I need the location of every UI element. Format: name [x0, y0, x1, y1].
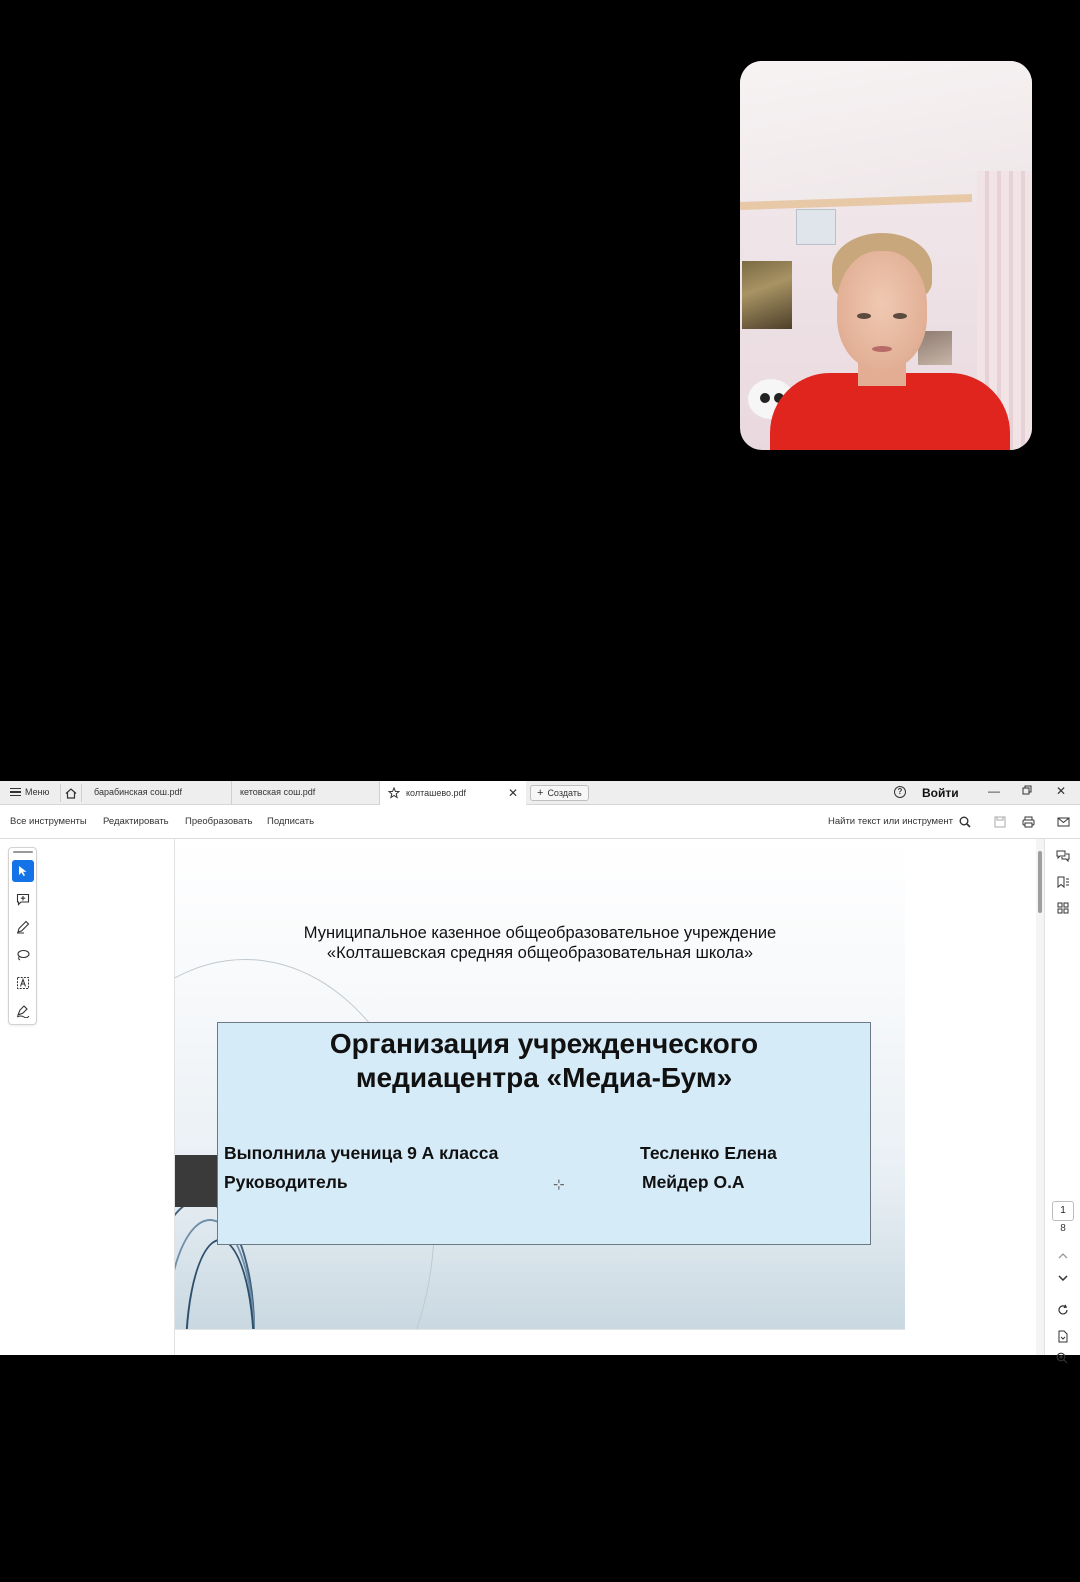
home-button[interactable] [60, 784, 82, 802]
hamburger-icon [10, 788, 21, 796]
text-box-icon [16, 976, 30, 990]
page-title [218, 1027, 870, 1095]
comment-tool[interactable] [12, 888, 34, 910]
title-line: Организация учрежденческого [329, 1028, 759, 1059]
page-number-field[interactable]: 1 [1052, 1201, 1074, 1221]
institution-line: «Колташевская средняя общеобразовательная школа» [326, 944, 754, 962]
highlight-tool[interactable] [12, 916, 34, 938]
supervisor-label: Руководитель [224, 1172, 348, 1192]
cursor-arrow-icon [18, 865, 28, 877]
title-line: медиацентра «Медиа-Бум» [355, 1062, 733, 1093]
find-text-field[interactable]: Найти текст или инструмент [828, 816, 953, 827]
create-button[interactable] [530, 785, 589, 801]
tab-label: колташево.pdf [406, 788, 467, 798]
pdf-viewer-window [0, 781, 1080, 1355]
restore-icon[interactable] [1022, 784, 1032, 798]
window-close-icon[interactable]: ✕ [1056, 784, 1067, 798]
pen-icon [16, 920, 30, 934]
chevron-up-icon[interactable] [1054, 1247, 1072, 1265]
webcam-mouth [872, 346, 892, 352]
print-icon[interactable] [1020, 814, 1036, 830]
document-view[interactable] [174, 839, 1036, 1355]
sign-button[interactable]: Подписать [267, 816, 315, 827]
save-icon[interactable] [992, 814, 1008, 830]
supervisor-name: Мейдер О.А [642, 1172, 745, 1192]
chevron-down-icon[interactable] [1054, 1269, 1072, 1287]
draw-tool[interactable] [12, 944, 34, 966]
tab-document[interactable] [86, 781, 232, 805]
performed-by-label: Выполнила ученица 9 А класса [224, 1143, 499, 1163]
menu-label: Меню [25, 787, 50, 797]
fit-page-icon[interactable] [1054, 1327, 1072, 1345]
institution-heading [175, 923, 905, 963]
scrollbar-thumb[interactable] [1038, 851, 1042, 913]
search-icon[interactable] [957, 814, 973, 830]
select-tool[interactable] [12, 860, 34, 882]
right-panel [1044, 839, 1080, 1355]
tab-label: кетовская сош.pdf [240, 787, 316, 797]
webcam-poster [796, 209, 836, 245]
webcam-eye [893, 313, 907, 319]
lasso-icon [16, 949, 30, 961]
next-page-edge [175, 1329, 905, 1355]
star-icon[interactable] [388, 787, 400, 799]
home-icon [65, 788, 77, 799]
pdf-page [175, 839, 905, 1329]
all-tools-button[interactable]: Все инструменты [10, 816, 87, 827]
thumbnails-icon[interactable] [1054, 899, 1072, 917]
bookmarks-icon[interactable] [1054, 873, 1072, 891]
login-button[interactable]: Войти [922, 786, 959, 800]
main-toolbar [0, 805, 1080, 839]
add-comment-icon [16, 893, 30, 906]
sign-tool[interactable] [12, 1000, 34, 1022]
tab-bar [0, 781, 1080, 805]
left-panel [0, 839, 174, 1355]
help-icon[interactable]: ? [894, 786, 906, 798]
webcam-person-face [837, 251, 927, 369]
menu-button[interactable] [10, 787, 49, 797]
email-icon[interactable] [1055, 814, 1071, 830]
drag-handle[interactable] [13, 851, 33, 853]
convert-button[interactable]: Преобразовать [185, 816, 253, 827]
comments-panel-icon[interactable] [1054, 847, 1072, 865]
webcam-poster [742, 261, 792, 329]
student-name: Тесленко Елена [640, 1143, 777, 1163]
title-box [217, 1022, 871, 1245]
crosshair-cursor-icon: ⊹ [553, 1176, 565, 1192]
tab-document-active[interactable] [380, 781, 526, 805]
tab-label: барабинская сош.pdf [94, 787, 182, 797]
vertical-scrollbar[interactable] [1036, 839, 1044, 1355]
text-box-tool[interactable] [12, 972, 34, 994]
minimize-icon[interactable]: — [988, 784, 1000, 798]
zoom-in-icon[interactable] [1053, 1349, 1071, 1367]
plus-icon: + [537, 787, 544, 799]
edit-button[interactable]: Редактировать [103, 816, 169, 827]
decorative-bar [175, 1155, 217, 1207]
create-label: Создать [547, 788, 582, 798]
webcam-video [740, 61, 1032, 450]
quick-tools-rail [8, 847, 37, 1025]
close-tab-icon[interactable]: ✕ [507, 786, 518, 800]
institution-line: Муниципальное казенное общеобразовательное учреждение [303, 924, 777, 942]
tab-document[interactable] [232, 781, 380, 805]
fill-sign-icon [16, 1004, 30, 1018]
page-total: 8 [1060, 1223, 1066, 1234]
webcam-eye [857, 313, 871, 319]
rotate-icon[interactable] [1054, 1301, 1072, 1319]
